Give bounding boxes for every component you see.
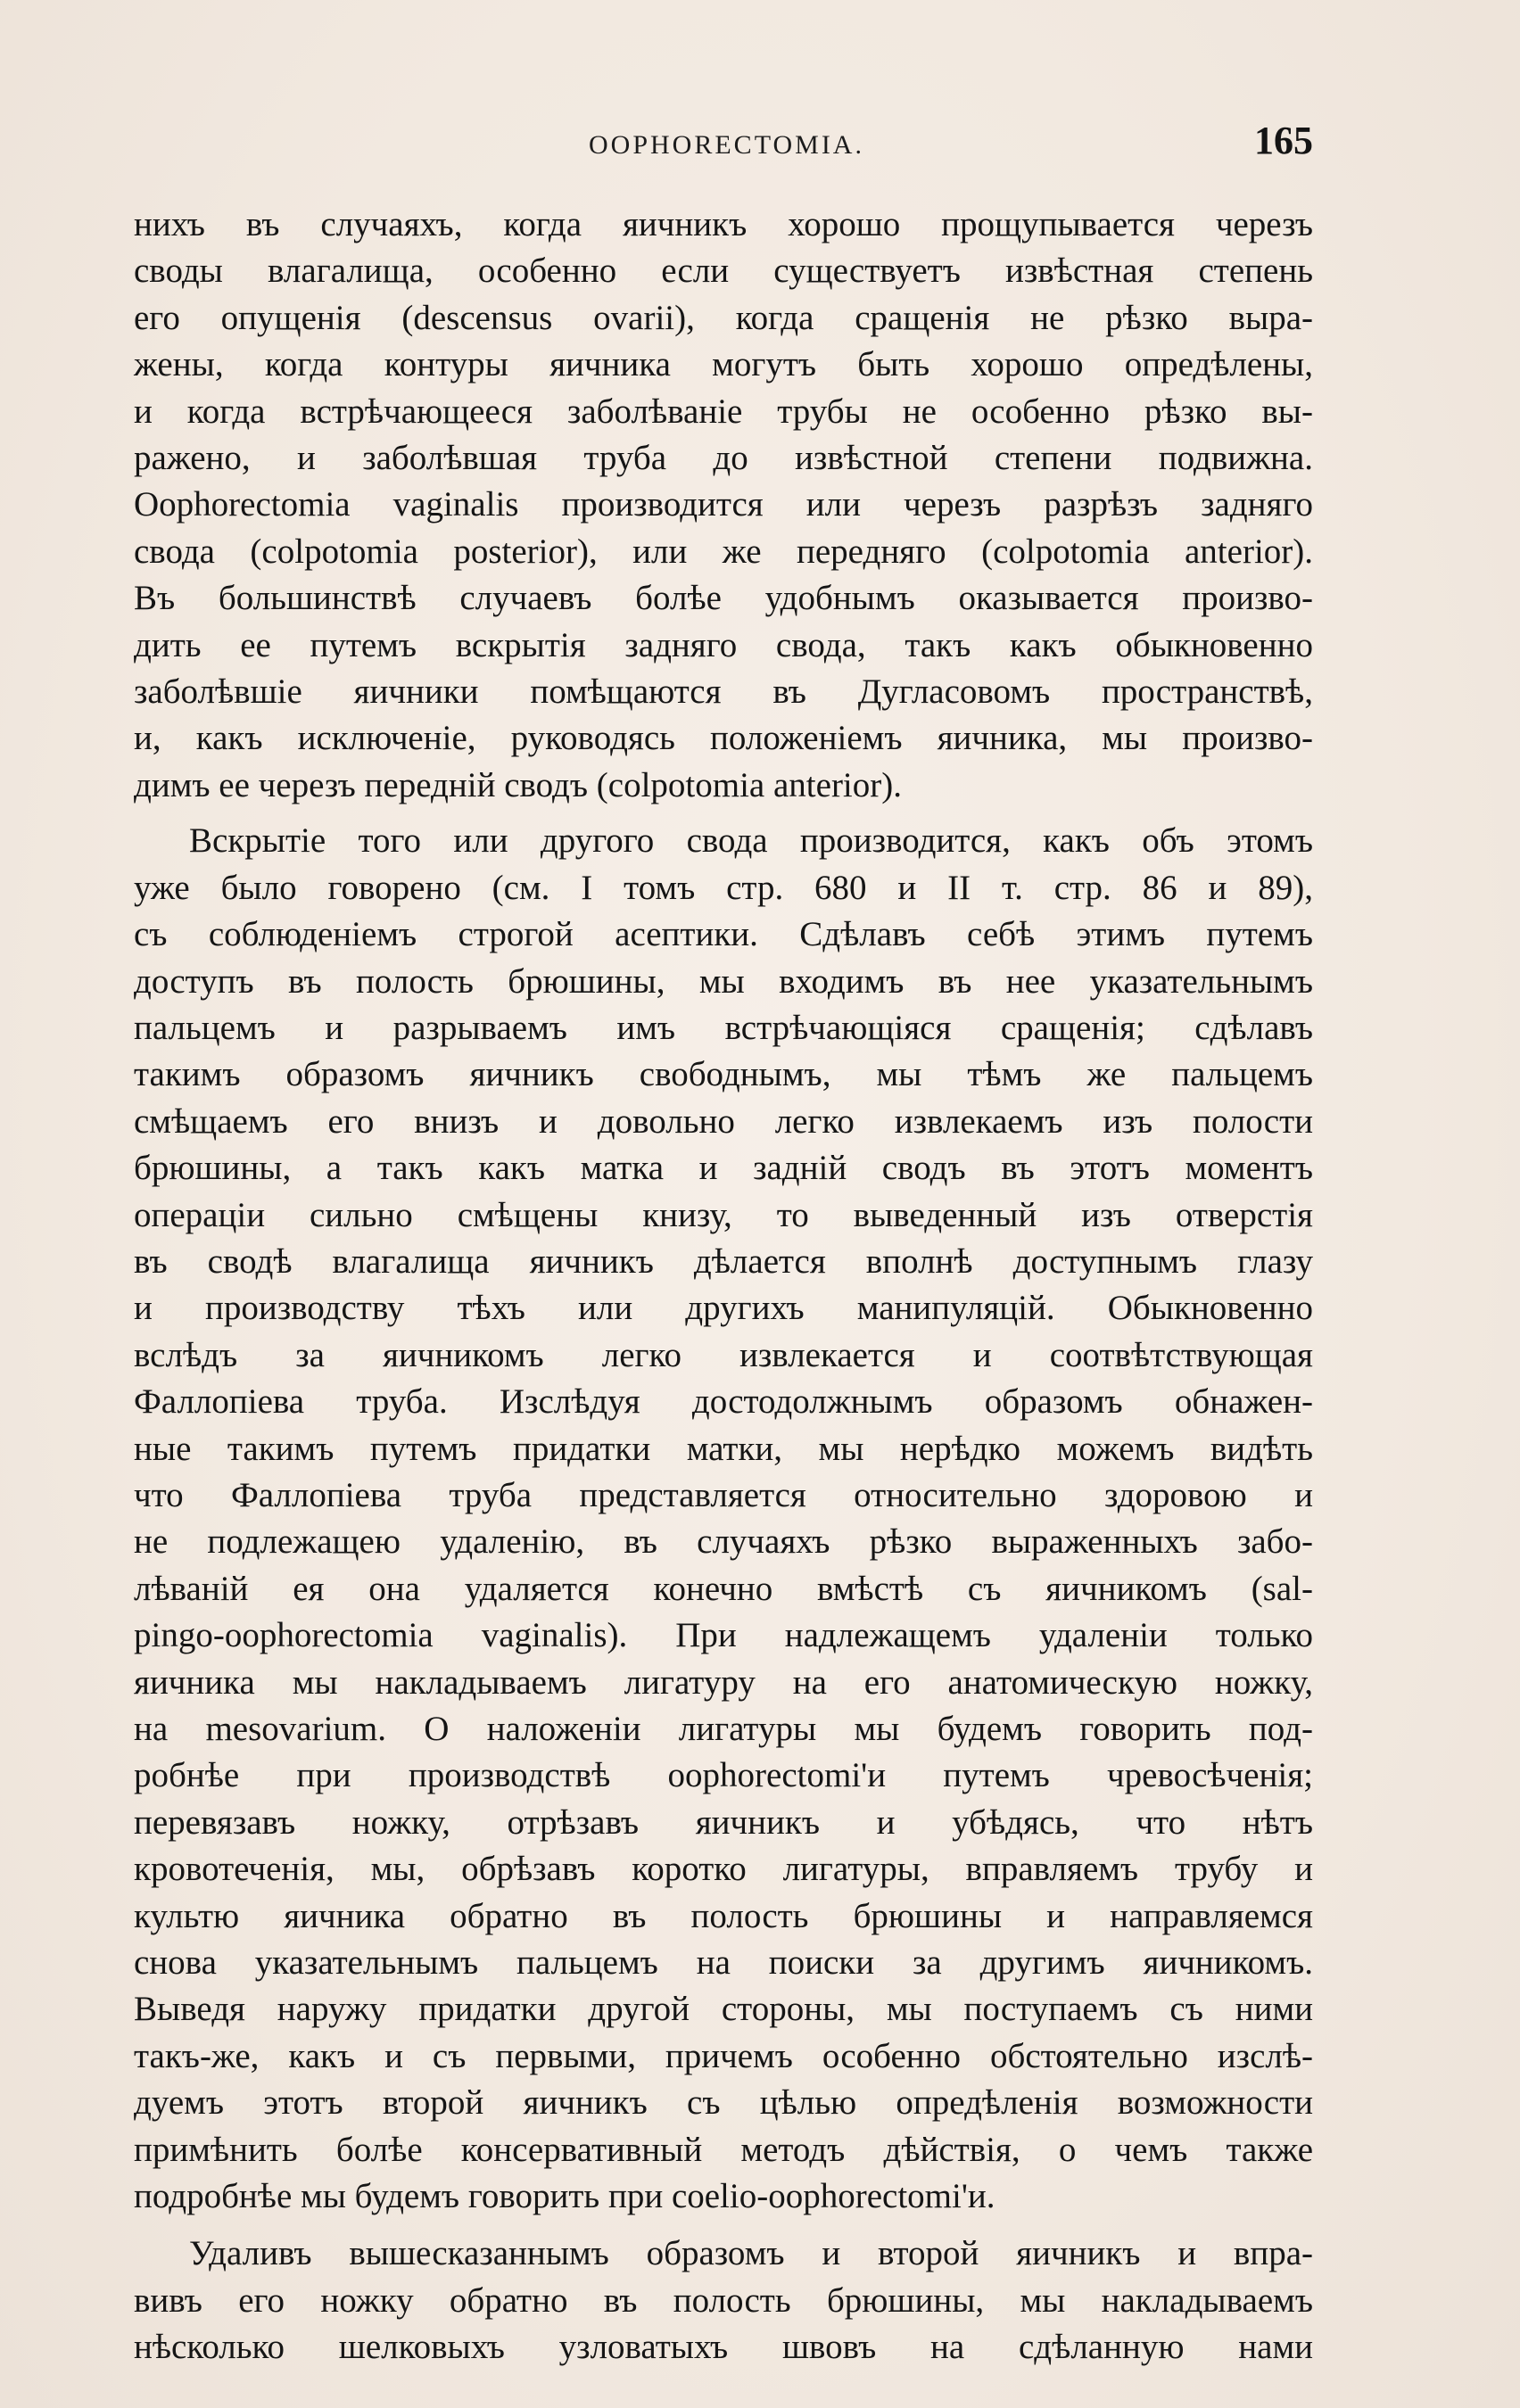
- text-line: Фаллопіева труба. Изслѣдуя достодолжнымъ образомъ обнажен-: [134, 1382, 1313, 1422]
- page-header: [134, 118, 1313, 171]
- text-line: съ соблюденіемъ строгой асептики. Сдѣлавъ себѣ этимъ путемъ: [134, 915, 1313, 954]
- text-line: лѣваній ея она удаляется конечно вмѣстѣ съ яичникомъ (sal-: [134, 1569, 1313, 1608]
- text-line: дуемъ этотъ второй яичникъ съ цѣлью опредѣленія возможности: [134, 2083, 1313, 2123]
- paragraph-1: [134, 202, 1313, 809]
- text-line: Удаливъ вышесказаннымъ образомъ и второй яичникъ и впра-: [189, 2234, 1313, 2273]
- text-line: что Фаллопіева труба представляется относительно здоровою и: [134, 1475, 1313, 1514]
- text-line: яичника мы накладываемъ лигатуру на его анатомическую ножку,: [134, 1662, 1313, 1702]
- text-line: на mesovarium. О наложеніи лигатуры мы будемъ говорить под-: [134, 1710, 1313, 1748]
- text-line: смѣщаемъ его внизъ и довольно легко извлекаемъ изъ полости: [134, 1101, 1313, 1141]
- text-line: пальцемъ и разрываемъ имъ встрѣчающіяся сращенія; сдѣлавъ: [134, 1008, 1313, 1047]
- text-line: примѣнить болѣе консервативный методъ дѣйствія, о чемъ также: [134, 2130, 1313, 2169]
- text-line: его опущенія (descensus ovarii), когда сращенія не рѣзко выра-: [134, 298, 1313, 337]
- text-line: своды влагалища, особенно если существуетъ извѣстная степень: [134, 252, 1313, 291]
- text-line: и, какъ исключеніе, руководясь положеніемъ яичника, мы произво-: [134, 719, 1313, 758]
- text-line: и когда встрѣчающееся заболѣваніе трубы не особенно рѣзко вы-: [134, 392, 1313, 431]
- text-line: не подлежащею удаленію, въ случаяхъ рѣзко выраженныхъ забо-: [134, 1522, 1313, 1562]
- text-line: Выведя наружу придатки другой стороны, мы поступаемъ съ ними: [134, 1990, 1313, 2029]
- page-number: 165: [1254, 119, 1313, 162]
- paragraph-2: [134, 818, 1313, 2220]
- text-line: робнѣе при производствѣ oophorectomi'и путемъ чревосѣченія;: [134, 1756, 1313, 1795]
- text-line: доступъ въ полость брюшины, мы входимъ въ нее указательнымъ: [134, 961, 1313, 1001]
- text-line: Oophorectomia vaginalis производится или черезъ разрѣзъ задняго: [134, 485, 1313, 524]
- text-line: перевязавъ ножку, отрѣзавъ яичникъ и убѣдясь, что нѣтъ: [134, 1802, 1313, 1842]
- text-line: вслѣдъ за яичникомъ легко извлекается и соотвѣтствующая: [134, 1335, 1313, 1374]
- text-line: брюшины, а такъ какъ матка и задній сводъ въ этотъ моментъ: [134, 1149, 1313, 1188]
- text-line: Вскрытіе того или другого свода производится, какъ объ этомъ: [189, 821, 1313, 861]
- text-line: вивъ его ножку обратно въ полость брюшины, мы накладываемъ: [134, 2280, 1313, 2320]
- paragraph-3: [134, 2231, 1313, 2371]
- text-line: такъ-же, какъ и съ первыми, причемъ особенно обстоятельно изслѣ-: [134, 2036, 1313, 2075]
- text-line: подробнѣе мы будемъ говорить при coelio-oophorectomi'и.: [134, 2177, 995, 2216]
- running-title: OOPHORECTOMIA.: [589, 130, 864, 160]
- text-line: ные такимъ путемъ придатки матки, мы нерѣдко можемъ видѣть: [134, 1429, 1313, 1468]
- text-line: димъ ее черезъ передній сводъ (colpotomia anterior).: [134, 765, 902, 804]
- text-line: Въ большинствѣ случаевъ болѣе удобнымъ оказывается произво-: [134, 579, 1313, 618]
- text-line: нѣсколько шелковыхъ узловатыхъ швовъ на сдѣланную нами: [134, 2328, 1313, 2367]
- body-text: [134, 202, 1313, 2371]
- text-line: такимъ образомъ яичникъ свободнымъ, мы тѣмъ же пальцемъ: [134, 1055, 1313, 1094]
- text-line: снова указательнымъ пальцемъ на поиски за другимъ яичникомъ.: [134, 1943, 1313, 1983]
- text-line: нихъ въ случаяхъ, когда яичникъ хорошо прощупывается черезъ: [134, 205, 1313, 243]
- text-line: ражено, и заболѣвшая труба до извѣстной степени подвижна.: [134, 439, 1313, 478]
- text-line: жены, когда контуры яичника могутъ быть хорошо опредѣлены,: [134, 345, 1313, 384]
- text-line: уже было говорено (см. I томъ стр. 680 и II т. стр. 86 и 89),: [134, 868, 1313, 907]
- text-line: свода (colpotomia posterior), или же передняго (colpotomia anterior).: [134, 532, 1313, 571]
- text-line: кровотеченія, мы, обрѣзавъ коротко лигатуры, вправляемъ трубу и: [134, 1850, 1313, 1889]
- text-line: и производству тѣхъ или другихъ манипуляцій. Обыкновенно: [134, 1289, 1313, 1328]
- text-line: дить ее путемъ вскрытія задняго свода, такъ какъ обыкновенно: [134, 625, 1313, 664]
- text-line: культю яичника обратно въ полость брюшины и направляемся: [134, 1896, 1313, 1935]
- text-line: pingo-oophorectomia vaginalis). При надлежащемъ удаленіи только: [134, 1616, 1313, 1655]
- text-line: въ сводѣ влагалища яичникъ дѣлается вполнѣ доступнымъ глазу: [134, 1241, 1313, 1281]
- text-line: операціи сильно смѣщены книзу, то выведенный изъ отверстія: [134, 1195, 1313, 1234]
- text-line: заболѣвшіе яичники помѣщаются въ Дугласовомъ пространствѣ,: [134, 672, 1313, 712]
